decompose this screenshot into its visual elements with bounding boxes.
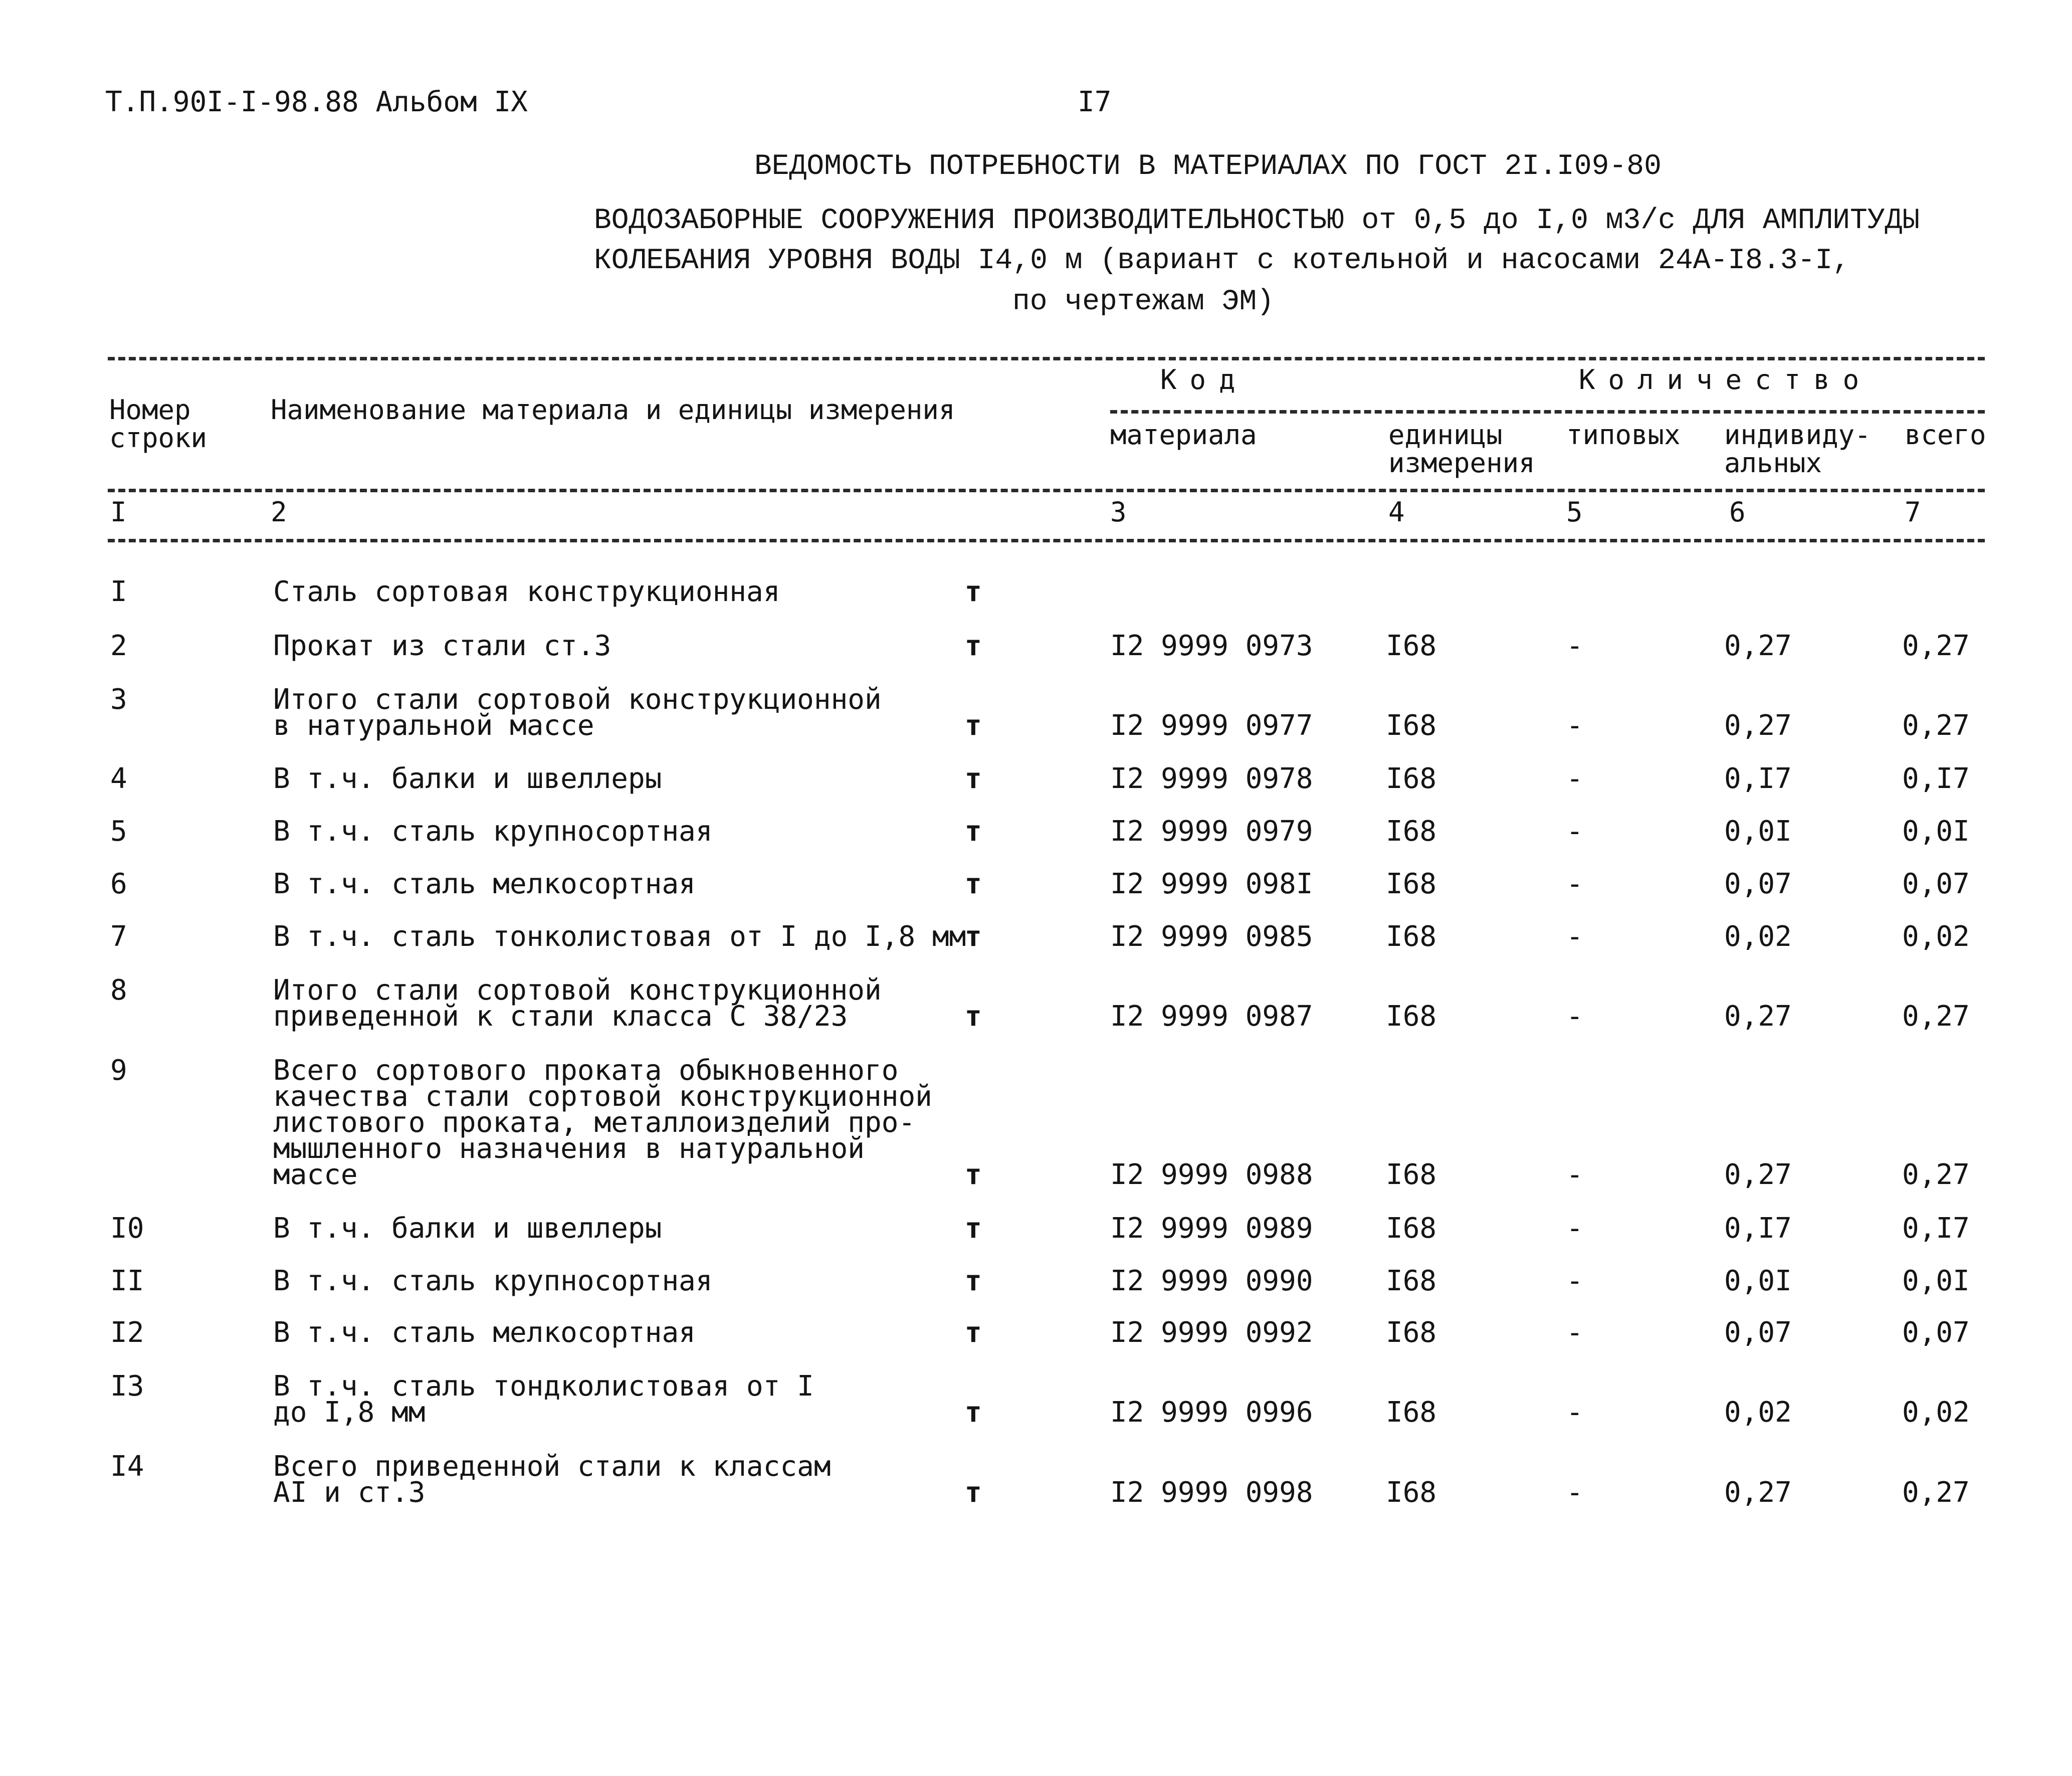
header-typical: типовых <box>1566 419 1681 451</box>
code-qty-rule <box>1110 410 1985 414</box>
material-name: В т.ч. сталь тонколистовая от I до I,8 мм <box>273 920 966 953</box>
header-unit-code: единицы измерения <box>1388 419 1535 479</box>
total-qty: 0,0I <box>1902 815 1970 848</box>
column-number-7: 7 <box>1905 496 1921 528</box>
table-top-rule <box>108 357 1985 360</box>
row-number: 2 <box>110 630 127 662</box>
album-reference: Т.П.90I-I-98.88 Альбом IX <box>105 86 528 118</box>
column-number-4: 4 <box>1388 496 1405 528</box>
total-qty: 0,07 <box>1902 868 1970 900</box>
unit-short: т <box>965 1316 982 1349</box>
header-code-group: Код <box>1160 364 1249 396</box>
unit-short: т <box>965 815 982 848</box>
row-number: 3 <box>110 683 127 716</box>
material-name: Сталь сортовая конструкционная <box>273 575 780 608</box>
unit-code: I68 <box>1386 762 1437 795</box>
total-qty: 0,27 <box>1902 1000 1970 1033</box>
unit-short: т <box>965 1158 982 1191</box>
row-number: I0 <box>110 1212 144 1245</box>
material-code: I2 9999 098I <box>1110 868 1313 900</box>
material-code: I2 9999 0987 <box>1110 1000 1313 1033</box>
total-qty: 0,02 <box>1902 1396 1970 1429</box>
column-number-5: 5 <box>1566 496 1583 528</box>
row-number: II <box>110 1265 144 1297</box>
typical-qty: - <box>1566 920 1583 953</box>
individual-qty: 0,0I <box>1724 1265 1792 1297</box>
row-number: I2 <box>110 1316 144 1349</box>
total-qty: 0,0I <box>1902 1265 1970 1297</box>
unit-short: т <box>965 868 982 900</box>
column-number-2: 2 <box>271 496 287 528</box>
title-line-4: по чертежам ЭМ) <box>1012 286 1275 318</box>
unit-code: I68 <box>1386 1396 1437 1429</box>
header-bottom-rule <box>108 489 1985 492</box>
total-qty: 0,I7 <box>1902 1212 1970 1245</box>
material-code: I2 9999 0998 <box>1110 1476 1313 1509</box>
material-name: В т.ч. сталь крупносортная <box>273 815 713 848</box>
material-name: В т.ч. сталь мелкосортная <box>273 868 696 900</box>
material-code: I2 9999 0989 <box>1110 1212 1313 1245</box>
typical-qty: - <box>1566 1265 1583 1297</box>
individual-qty: 0,07 <box>1724 868 1792 900</box>
material-code: I2 9999 0988 <box>1110 1158 1313 1191</box>
individual-qty: 0,27 <box>1724 1000 1792 1033</box>
material-code: I2 9999 0977 <box>1110 709 1313 742</box>
column-number-3: 3 <box>1110 496 1127 528</box>
individual-qty: 0,27 <box>1724 630 1792 662</box>
individual-qty: 0,02 <box>1724 920 1792 953</box>
unit-code: I68 <box>1386 1158 1437 1191</box>
header-row-no: Номер строки <box>109 394 208 454</box>
material-code: I2 9999 0990 <box>1110 1265 1313 1297</box>
header-total: всего <box>1905 419 1986 451</box>
typical-qty: - <box>1566 1000 1583 1033</box>
title-line-2: ВОДОЗАБОРНЫЕ СООРУЖЕНИЯ ПРОИЗВОДИТЕЛЬНОСТЬЮ от 0,5 до I,0 м3/с ДЛЯ АМПЛИТУДЫ <box>594 205 1920 237</box>
column-number-6: 6 <box>1729 496 1746 528</box>
typical-qty: - <box>1566 1476 1583 1509</box>
individual-qty: 0,I7 <box>1724 1212 1792 1245</box>
unit-short: т <box>965 709 982 742</box>
unit-code: I68 <box>1386 868 1437 900</box>
material-name: Всего приведенной стали к классам АI и ст.3 <box>273 1450 831 1509</box>
material-code: I2 9999 0973 <box>1110 630 1313 662</box>
total-qty: 0,27 <box>1902 1158 1970 1191</box>
unit-code: I68 <box>1386 1316 1437 1349</box>
material-code: I2 9999 0985 <box>1110 920 1313 953</box>
unit-code: I68 <box>1386 1000 1437 1033</box>
material-name: Итого стали сортовой конструкционной в натуральной массе <box>273 683 882 742</box>
typical-qty: - <box>1566 1158 1583 1191</box>
unit-short: т <box>965 1396 982 1429</box>
individual-qty: 0,07 <box>1724 1316 1792 1349</box>
typical-qty: - <box>1566 868 1583 900</box>
unit-short: т <box>965 920 982 953</box>
unit-short: т <box>965 630 982 662</box>
unit-code: I68 <box>1386 1476 1437 1509</box>
material-code: I2 9999 0992 <box>1110 1316 1313 1349</box>
column-number-1: I <box>110 496 127 528</box>
material-code: I2 9999 0996 <box>1110 1396 1313 1429</box>
individual-qty: 0,02 <box>1724 1396 1792 1429</box>
typical-qty: - <box>1566 762 1583 795</box>
unit-short: т <box>965 1476 982 1509</box>
unit-short: т <box>965 1212 982 1245</box>
total-qty: 0,27 <box>1902 630 1970 662</box>
column-numbers-rule <box>108 539 1985 542</box>
individual-qty: 0,27 <box>1724 709 1792 742</box>
total-qty: 0,27 <box>1902 709 1970 742</box>
row-number: 7 <box>110 920 127 953</box>
unit-short: т <box>965 762 982 795</box>
individual-qty: 0,I7 <box>1724 762 1792 795</box>
total-qty: 0,02 <box>1902 920 1970 953</box>
material-name: Прокат из стали ст.3 <box>273 630 611 662</box>
material-code: I2 9999 0979 <box>1110 815 1313 848</box>
typical-qty: - <box>1566 1316 1583 1349</box>
total-qty: 0,07 <box>1902 1316 1970 1349</box>
row-number: 6 <box>110 868 127 900</box>
row-number: 9 <box>110 1054 127 1087</box>
unit-short: т <box>965 1000 982 1033</box>
total-qty: 0,I7 <box>1902 762 1970 795</box>
material-name: В т.ч. сталь мелкосортная <box>273 1316 696 1349</box>
unit-code: I68 <box>1386 1212 1437 1245</box>
header-name: Наименование материала и единицы измерения <box>271 394 955 426</box>
individual-qty: 0,0I <box>1724 815 1792 848</box>
material-name: Всего сортового проката обыкновенного качества стали сортовой конструкционной листового проката, металлоизделий про- мышленного назначения в натуральной массе <box>273 1054 932 1191</box>
unit-code: I68 <box>1386 920 1437 953</box>
individual-qty: 0,27 <box>1724 1158 1792 1191</box>
typical-qty: - <box>1566 709 1583 742</box>
typical-qty: - <box>1566 1396 1583 1429</box>
material-name: В т.ч. сталь крупносортная <box>273 1265 713 1297</box>
title-line-3: КОЛЕБАНИЯ УРОВНЯ ВОДЫ I4,0 м (вариант с котельной и насосами 24А-I8.3-I, <box>594 245 1850 277</box>
row-number: 4 <box>110 762 127 795</box>
row-number: I4 <box>110 1450 144 1483</box>
unit-short: т <box>965 575 982 608</box>
material-name: В т.ч. сталь тондколистовая от I до I,8 мм <box>273 1370 814 1429</box>
material-name: Итого стали сортовой конструкционной приведенной к стали класса С 38/23 <box>273 974 882 1033</box>
typical-qty: - <box>1566 1212 1583 1245</box>
material-name: В т.ч. балки и швеллеры <box>273 762 662 795</box>
row-number: I <box>110 575 127 608</box>
unit-code: I68 <box>1386 815 1437 848</box>
individual-qty: 0,27 <box>1724 1476 1792 1509</box>
row-number: I3 <box>110 1370 144 1403</box>
typical-qty: - <box>1566 815 1583 848</box>
header-individual: индивиду- альных <box>1724 419 1871 479</box>
material-name: В т.ч. балки и швеллеры <box>273 1212 662 1245</box>
header-quantity-group: Количество <box>1579 364 1873 396</box>
total-qty: 0,27 <box>1902 1476 1970 1509</box>
header-material-code: материала <box>1110 419 1257 451</box>
title-line-1: ВЕДОМОСТЬ ПОТРЕБНОСТИ В МАТЕРИАЛАХ ПО ГОСТ 2I.I09-80 <box>754 150 1662 183</box>
unit-code: I68 <box>1386 709 1437 742</box>
row-number: 8 <box>110 974 127 1007</box>
unit-short: т <box>965 1265 982 1297</box>
row-number: 5 <box>110 815 127 848</box>
unit-code: I68 <box>1386 630 1437 662</box>
page-number: I7 <box>1078 86 1112 118</box>
typical-qty: - <box>1566 630 1583 662</box>
material-code: I2 9999 0978 <box>1110 762 1313 795</box>
unit-code: I68 <box>1386 1265 1437 1297</box>
